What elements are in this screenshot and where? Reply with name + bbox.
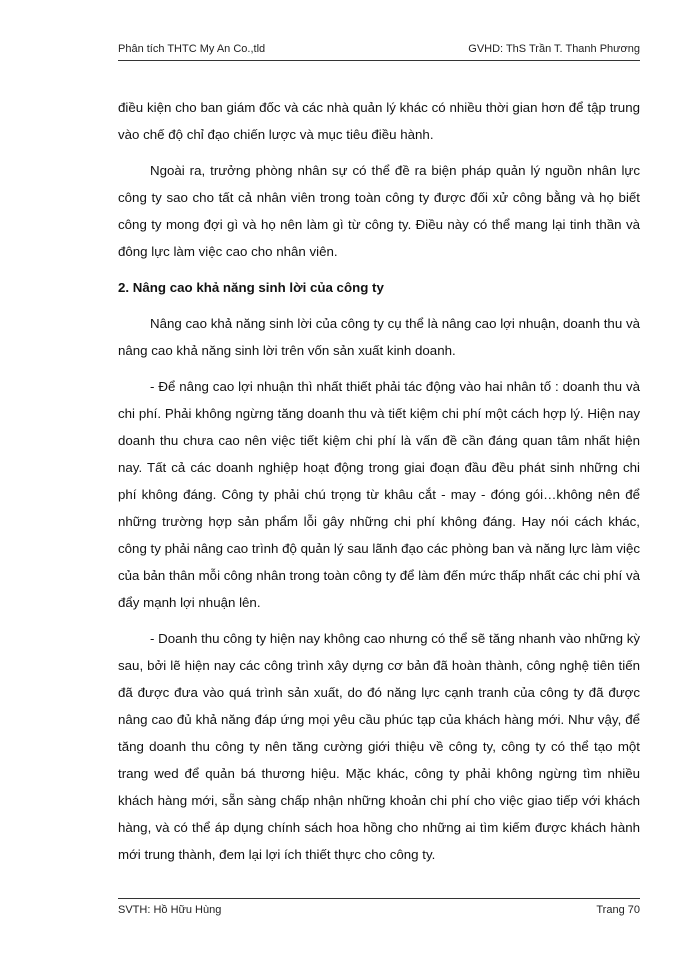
paragraph-2: Ngoài ra, trưởng phòng nhân sự có thể đề ra biện pháp quản lý nguồn nhân lực công ty sao cho tất cả nhân viên trong toàn công ty được đối xử công bằng và họ biết công ty mong đợi gì và họ nên làm gì từ công ty. Điều này có thể mang lại tinh thần và đông lực làm việc cao cho nhân viên. [118, 163, 640, 259]
paragraph-3: Nâng cao khả năng sinh lời của công ty cụ thể là nâng cao lợi nhuận, doanh thu và nâng cao khả năng sinh lời trên vốn sản xuất kinh doanh. [118, 316, 640, 358]
header-divider [118, 60, 640, 61]
footer-page-number: Trang 70 [596, 904, 640, 916]
header-document-title: Phân tích THTC My An Co.,tld [118, 43, 266, 55]
paragraph-5: - Doanh thu công ty hiện nay không cao nhưng có thể sẽ tăng nhanh vào những kỳ sau, bởi lẽ hiện nay các công trình xây dựng cơ bản đã hoàn thành, công nghệ tiên tiến đã được đưa vào quá trình sản xuất, do đó năng lực cạnh tranh của công ty đã được nâng cao đủ khả năng đáp ứng mọi yêu cầu phúc tạp của khách hàng mới. Như vậy, để tăng doanh thu công ty nên tăng cường giới thiệu về công ty, công ty có thể tạo một trang wed để quản bá thương hiệu. Mặc khác, công ty phải không ngừng tìm nhiều khách hàng mới, sẵn sàng chấp nhận những khoản chi phí cho việc giao tiếp với khách hàng, và có thể áp dụng chính sách hoa hồng cho những ai tìm kiếm được khách hành mới trung thành, đem lại lợi ích thiết thực cho công ty. [118, 631, 640, 862]
page-body [118, 94, 640, 877]
paragraph-4: - Để nâng cao lợi nhuận thì nhất thiết phải tác động vào hai nhân tố : doanh thu và chi phí. Phải không ngừng tăng doanh thu và tiết kiệm chi phí một cách hợp lý. Hiện nay doanh thu chưa cao nên việc tiết kiệm chi phí là vấn đề cần đáng quan tâm nhất hiện nay. Tất cả các doanh nghiệp hoạt động trong giai đoạn đầu đều phát sinh những chi phí không đáng. Công ty phải chú trọng từ khâu cắt - may - đóng gói…không nên để những trường hợp sản phẩm lỗi gây những chi phí không đáng. Hay nói cách khác, công ty phải nâng cao trình độ quản lý sau lãnh đạo các phòng ban và năng lực làm việc của bản thân mỗi công nhân trong toàn công ty để làm đến mức thấp nhất các chi phí và đẩy mạnh lợi nhuận lên. [118, 379, 640, 610]
page-header [118, 42, 640, 56]
section-heading: 2. Nâng cao khả năng sinh lời của công ty [118, 280, 384, 295]
paragraph-1: điều kiện cho ban giám đốc và các nhà quản lý khác có nhiều thời gian hơn để tập trung vào chế độ chỉ đạo chiến lược và mục tiêu điều hành. [118, 100, 640, 142]
header-supervisor: GVHD: ThS Trần T. Thanh Phương [468, 43, 640, 55]
page-footer [118, 903, 640, 917]
footer-divider [118, 898, 640, 899]
footer-author: SVTH: Hồ Hữu Hùng [118, 904, 222, 916]
